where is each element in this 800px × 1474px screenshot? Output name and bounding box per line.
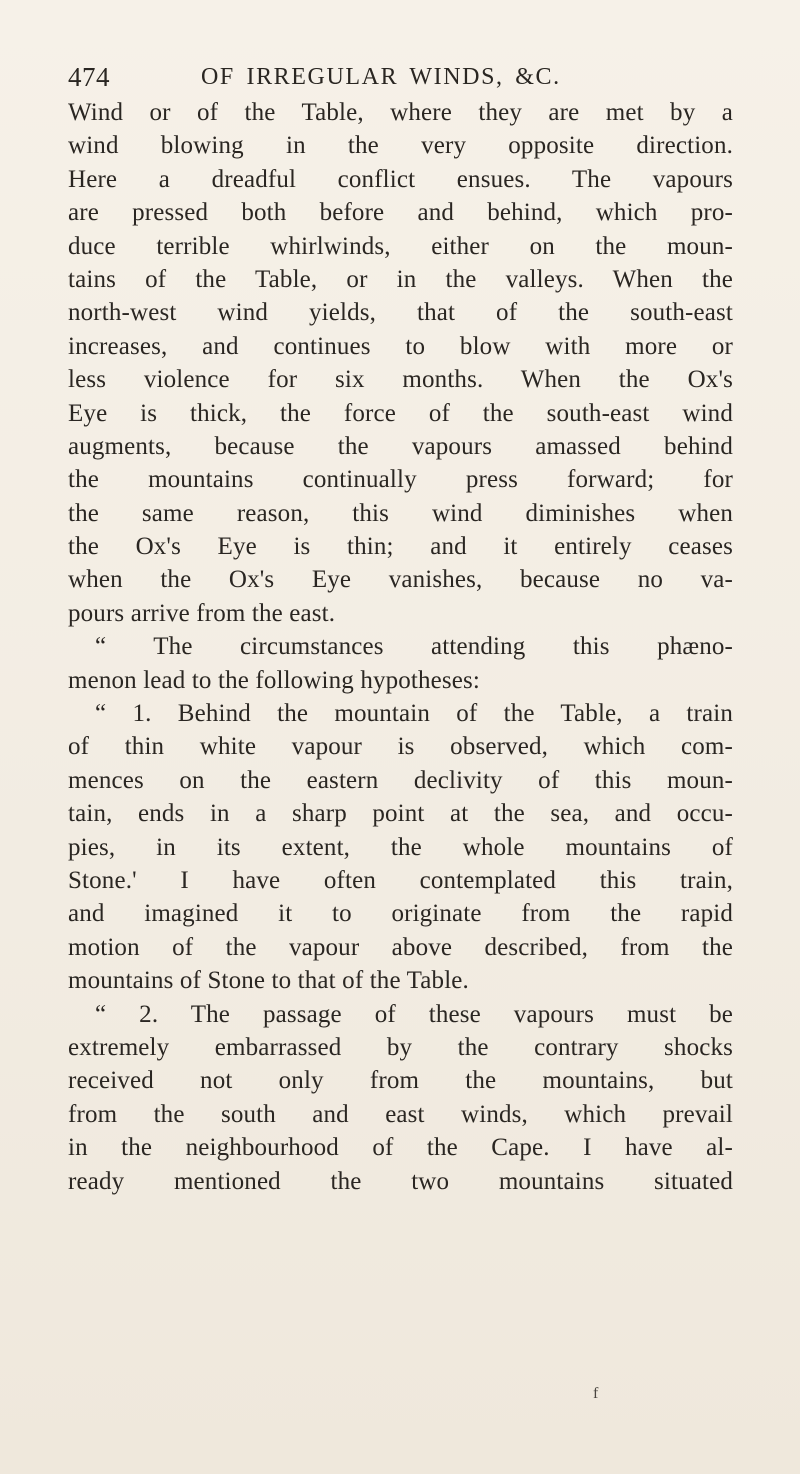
- printer-mark: f: [593, 1385, 599, 1402]
- text-line: “ 1. Behind the mountain of the Table, a train: [95, 700, 733, 728]
- running-head: OF IRREGULAR WINDS, &C.: [201, 64, 561, 90]
- text-line: the Ox's Eye is thin; and it entirely ceases: [68, 533, 733, 561]
- text-line: “ The circumstances attending this phæno-: [95, 633, 733, 661]
- text-line: menon lead to the following hypotheses:: [68, 666, 481, 694]
- text-line: tain, ends in a sharp point at the sea, and occu-: [68, 800, 733, 828]
- text-line: in the neighbourhood of the Cape. I have al-: [68, 1134, 733, 1162]
- text-line: mountains of Stone to that of the Table.: [68, 967, 469, 995]
- text-line: Wind or of the Table, where they are met by a: [68, 99, 733, 126]
- text-line: motion of the vapour above described, from the: [68, 933, 733, 961]
- text-line: duce terrible whirlwinds, either on the moun-: [68, 232, 733, 260]
- text-line: mences on the eastern declivity of this moun-: [68, 766, 733, 794]
- text-line: pours arrive from the east.: [68, 599, 336, 627]
- text-line: “ 2. The passage of these vapours must be: [95, 1000, 733, 1028]
- text-line: augments, because the vapours amassed behind: [68, 432, 733, 460]
- text-line: from the south and east winds, which prevail: [68, 1100, 733, 1128]
- text-line: Here a dreadful conflict ensues. The vapours: [68, 165, 733, 193]
- text-line: are pressed both before and behind, which pro-: [68, 199, 733, 227]
- text-line: Eye is thick, the force of the south-east wind: [68, 399, 733, 427]
- text-line: wind blowing in the very opposite direction.: [68, 132, 733, 160]
- text-line: increases, and continues to blow with more or: [68, 332, 733, 360]
- text-line: the mountains continually press forward; for: [68, 466, 733, 494]
- text-line: when the Ox's Eye vanishes, because no va-: [68, 566, 733, 594]
- page-number: 474: [68, 62, 110, 92]
- text-line: pies, in its extent, the whole mountains of: [68, 833, 733, 861]
- text-line: ready mentioned the two mountains situated: [68, 1167, 733, 1195]
- text-line: of thin white vapour is observed, which com-: [68, 733, 733, 761]
- text-line: less violence for six months. When the Ox's: [68, 366, 733, 394]
- text-line: north-west wind yields, that of the south-east: [68, 299, 733, 327]
- text-line: and imagined it to originate from the rapid: [68, 900, 733, 928]
- text-line: extremely embarrassed by the contrary shocks: [68, 1033, 733, 1061]
- text-line: the same reason, this wind diminishes when: [68, 499, 733, 527]
- text-line: Stone.' I have often contemplated this train,: [68, 866, 733, 894]
- text-line: tains of the Table, or in the valleys. When the: [68, 265, 733, 293]
- text-line: received not only from the mountains, but: [68, 1067, 733, 1095]
- body-text: [68, 96, 733, 1198]
